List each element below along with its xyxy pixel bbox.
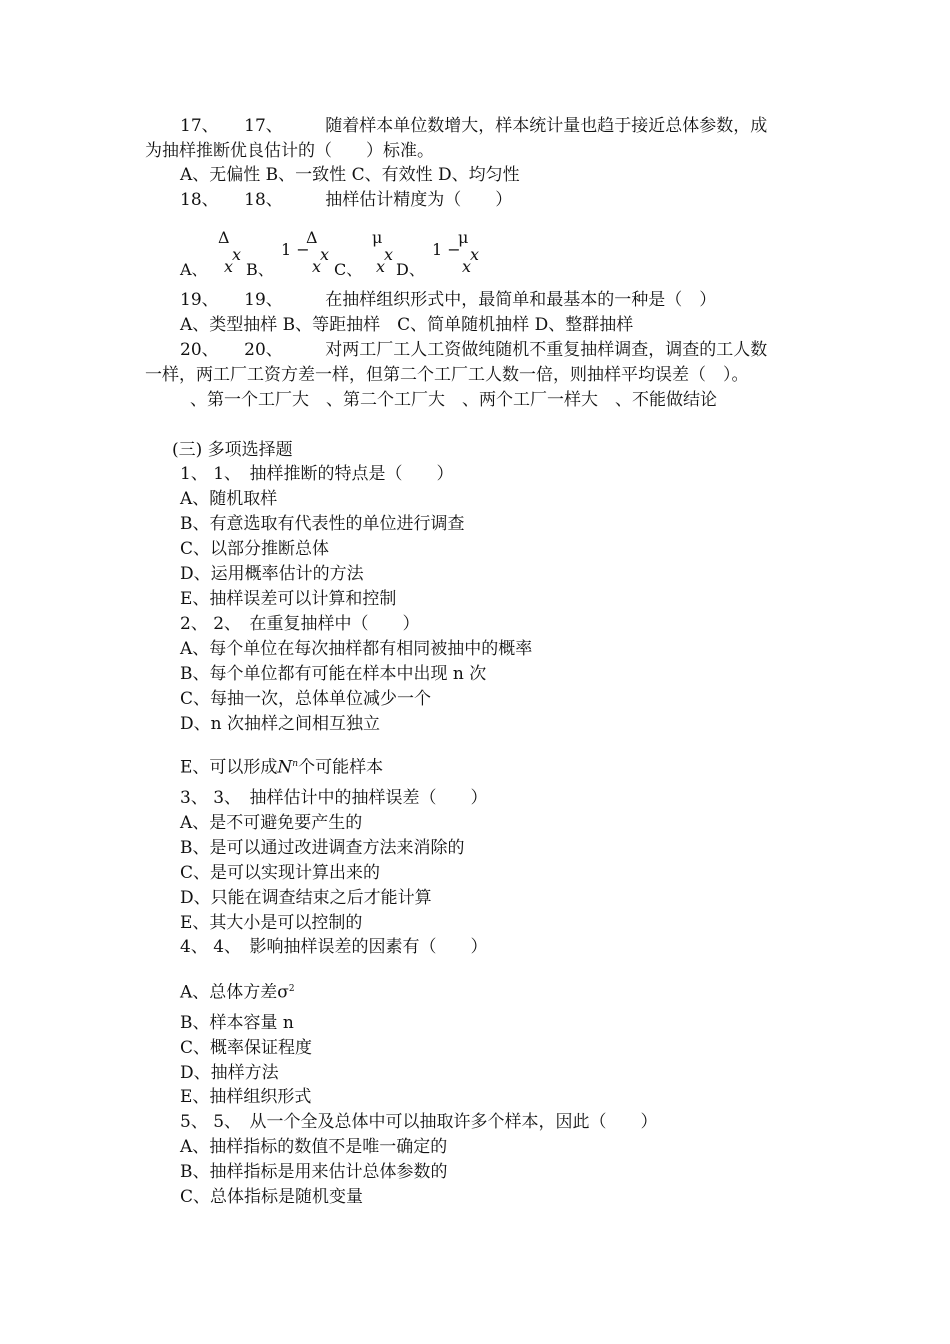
m4-option-d: D、抽样方法 [180,1063,279,1083]
m3-option-a: A、是不可避免要产生的 [180,813,363,833]
q18-d-denominator: x [462,257,472,276]
m1-stem: 1、 1、 抽样推断的特点是（ ） [180,464,454,484]
q20-stem: 20、 20、 对两工厂工人工资做纯随机不重复抽样调查，调查的工人数 [180,340,768,360]
m2-option-e-n: n [292,759,299,769]
m2-option-e-prefix: E、可以形成 [180,757,278,778]
m3-option-d: D、只能在调查结束之后才能计算 [180,888,432,908]
q18-b-one-minus: 1 − [281,240,310,259]
m4-stem: 4、 4、 影响抽样误差的因素有（ ） [180,937,488,957]
q18-option-d-label: D、 [396,260,425,279]
m5-option-a: A、抽样指标的数值不是唯一确定的 [180,1137,448,1157]
m2-option-d: D、n 次抽样之间相互独立 [180,714,380,734]
m4-option-e: E、抽样组织形式 [180,1087,312,1107]
q17-options: A、无偏性 B、一致性 C、有效性 D、均匀性 [180,165,520,185]
q18-option-a-label: A、 [180,260,208,279]
m3-option-b: B、是可以通过改进调查方法来消除的 [180,838,465,858]
q20-stem-cont: 一样，两工厂工资方差一样，但第二个工厂工人数一倍，则抽样平均误差（ ）。 [145,365,749,385]
q18-b-delta: Δ [306,228,318,247]
q18-a-denominator: x [224,257,234,276]
q17-stem-cont: 为抽样推断优良估计的（ ）标准。 [145,141,434,161]
q20-options: 、第一个工厂大 、第二个工厂大 、两个工厂一样大 、不能做结论 [190,390,717,410]
m5-stem: 5、 5、 从一个全及总体中可以抽取许多个样本，因此（ ） [180,1112,658,1132]
section-title: (三) 多项选择题 [172,440,293,460]
m1-option-c: C、以部分推断总体 [180,539,330,559]
m3-option-c: C、是可以实现计算出来的 [180,863,381,883]
m4-option-a [180,978,295,1004]
q18-b-sub: x [320,245,330,264]
m3-stem: 3、 3、 抽样估计中的抽样误差（ ） [180,788,488,808]
m2-option-c: C、每抽一次，总体单位减少一个 [180,689,432,709]
q18-c-mu: μ [372,228,383,247]
q18-c-denominator: x [376,257,386,276]
m1-option-b: B、有意选取有代表性的单位进行调查 [180,514,465,534]
m5-option-b: B、抽样指标是用来估计总体参数的 [180,1162,448,1182]
m4-option-a-sup: 2 [288,984,295,994]
q18-b-denominator: x [312,257,322,276]
m2-stem: 2、 2、 在重复抽样中（ ） [180,614,420,634]
q18-a-delta: Δ [218,228,230,247]
q18-d-mu: μ [458,228,469,247]
q19-stem: 19、 19、 在抽样组织形式中，最简单和最基本的一种是（ ） [180,290,717,310]
q18-option-b-label: B、 [246,260,274,279]
m5-option-c: C、总体指标是随机变量 [180,1187,364,1207]
q18-d-one-minus: 1 − [432,240,461,259]
m2-option-b: B、每个单位都有可能在样本中出现 n 次 [180,664,487,684]
m4-option-a-prefix: A、总体方差 [180,982,278,1003]
m2-option-a: A、每个单位在每次抽样都有相同被抽中的概率 [180,639,533,659]
m1-option-a: A、随机取样 [180,489,278,509]
q18-a-sub: x [232,245,242,264]
m2-option-e [180,753,383,779]
m2-option-e-suffix: 个可能样本 [298,757,384,778]
q18-option-c-label: C、 [334,260,363,279]
m4-option-a-sigma: σ [277,982,289,1003]
m1-option-d: D、运用概率估计的方法 [180,564,364,584]
m4-option-b: B、样本容量 n [180,1013,294,1033]
q17-stem: 17、 17、 随着样本单位数增大，样本统计量也趋于接近总体参数，成 [180,116,768,136]
q19-options: A、类型抽样 B、等距抽样 C、简单随机抽样 D、整群抽样 [180,315,634,335]
m4-option-c: C、概率保证程度 [180,1038,313,1058]
m1-option-e: E、抽样误差可以计算和控制 [180,589,397,609]
q18-c-sub: x [384,245,394,264]
q18-stem: 18、 18、 抽样估计精度为（ ） [180,190,513,210]
m3-option-e: E、其大小是可以控制的 [180,913,363,933]
m2-option-e-N: N [277,757,293,778]
q18-d-sub: x [470,245,480,264]
